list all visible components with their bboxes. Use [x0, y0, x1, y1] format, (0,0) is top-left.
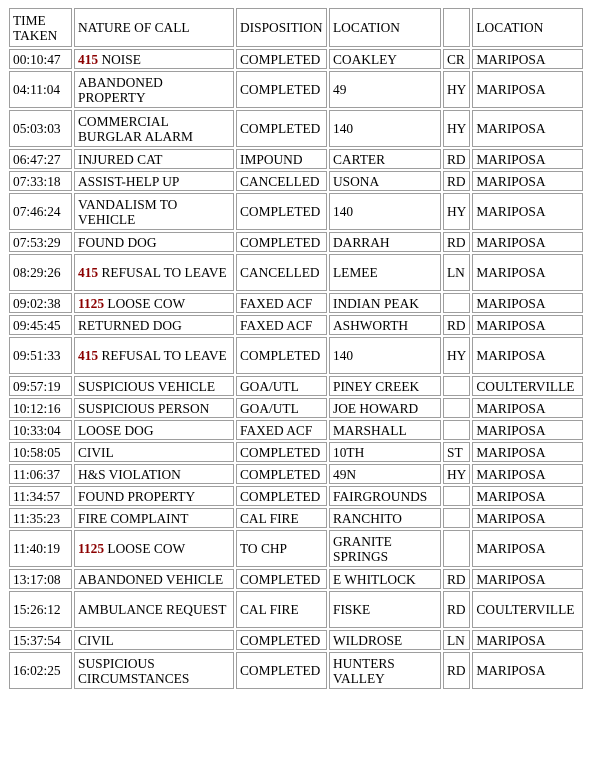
cell-time: 10:12:16 — [9, 398, 72, 418]
table-row — [9, 49, 583, 69]
cell-time: 07:46:24 — [9, 193, 72, 230]
table-row — [9, 591, 583, 628]
cell-nature — [74, 442, 234, 462]
cell-city: MARIPOSA — [472, 49, 583, 69]
cell-time: 15:37:54 — [9, 630, 72, 650]
table-row — [9, 652, 583, 689]
table-row — [9, 486, 583, 506]
cell-suffix: RD — [443, 315, 470, 335]
cell-location: 140 — [329, 337, 441, 374]
cell-city: MARIPOSA — [472, 254, 583, 291]
cell-nature — [74, 591, 234, 628]
call-nature: LOOSE COW — [107, 295, 186, 311]
cell-nature — [74, 110, 234, 147]
cell-time: 07:33:18 — [9, 171, 72, 191]
call-code: 415 — [78, 51, 99, 67]
cell-time: 09:45:45 — [9, 315, 72, 335]
call-nature: FOUND DOG — [78, 234, 157, 250]
call-nature: REFUSAL TO LEAVE — [101, 265, 227, 281]
cell-disposition: COMPLETED — [236, 569, 327, 589]
cell-disposition: FAXED ACF — [236, 315, 327, 335]
cell-location: GRANITE SPRINGS — [329, 530, 441, 567]
header-disposition: DISPOSITION — [236, 8, 327, 47]
cell-time: 11:34:57 — [9, 486, 72, 506]
call-nature: VANDALISM TO VEHICLE — [78, 196, 178, 227]
cell-time: 05:03:03 — [9, 110, 72, 147]
cell-city: MARIPOSA — [472, 171, 583, 191]
cell-time: 09:57:19 — [9, 376, 72, 396]
cell-time: 11:40:19 — [9, 530, 72, 567]
cell-location: PINEY CREEK — [329, 376, 441, 396]
cell-city: MARIPOSA — [472, 508, 583, 528]
cell-location: COAKLEY — [329, 49, 441, 69]
cell-suffix: ST — [443, 442, 470, 462]
cell-city: MARIPOSA — [472, 652, 583, 689]
table-row — [9, 254, 583, 291]
table-row — [9, 193, 583, 230]
cell-disposition: FAXED ACF — [236, 420, 327, 440]
cell-location: E WHITLOCK — [329, 569, 441, 589]
cell-disposition: COMPLETED — [236, 110, 327, 147]
cell-disposition: COMPLETED — [236, 464, 327, 484]
cell-location: FAIRGROUNDS — [329, 486, 441, 506]
cell-time: 06:47:27 — [9, 149, 72, 169]
cell-city: MARIPOSA — [472, 149, 583, 169]
cell-city: MARIPOSA — [472, 442, 583, 462]
call-code: 415 — [78, 265, 99, 281]
cell-disposition: CANCELLED — [236, 171, 327, 191]
cell-suffix — [443, 530, 470, 567]
table-row — [9, 508, 583, 528]
table-row — [9, 232, 583, 252]
cell-suffix: LN — [443, 254, 470, 291]
cell-disposition: COMPLETED — [236, 652, 327, 689]
call-code: 415 — [78, 348, 99, 364]
cell-time: 16:02:25 — [9, 652, 72, 689]
cell-nature — [74, 630, 234, 650]
cell-suffix: RD — [443, 171, 470, 191]
table-row — [9, 530, 583, 567]
cell-time: 10:58:05 — [9, 442, 72, 462]
cell-location: 140 — [329, 193, 441, 230]
cell-city: MARIPOSA — [472, 337, 583, 374]
cell-city: MARIPOSA — [472, 530, 583, 567]
call-nature: AMBULANCE REQUEST — [78, 602, 227, 618]
cell-suffix: HY — [443, 71, 470, 108]
cell-suffix: HY — [443, 464, 470, 484]
call-nature: COMMERCIAL BURGLAR ALARM — [78, 113, 193, 144]
cell-city: COULTERVILLE — [472, 591, 583, 628]
cell-location: ASHWORTH — [329, 315, 441, 335]
cell-location: FISKE — [329, 591, 441, 628]
header-time-taken: TIME TAKEN — [9, 8, 72, 47]
header-suffix — [443, 8, 470, 47]
cell-time: 13:17:08 — [9, 569, 72, 589]
cell-nature — [74, 486, 234, 506]
call-nature: REFUSAL TO LEAVE — [101, 348, 227, 364]
call-code: 1125 — [78, 295, 105, 311]
cell-city: MARIPOSA — [472, 71, 583, 108]
cell-nature — [74, 569, 234, 589]
call-nature: ABANDONED PROPERTY — [78, 74, 163, 105]
cell-suffix: CR — [443, 49, 470, 69]
cell-nature — [74, 49, 234, 69]
cell-disposition: GOA/UTL — [236, 376, 327, 396]
table-row — [9, 464, 583, 484]
cell-city: MARIPOSA — [472, 486, 583, 506]
table-row — [9, 442, 583, 462]
call-nature: CIVIL — [78, 444, 114, 460]
cell-nature — [74, 315, 234, 335]
cell-nature — [74, 398, 234, 418]
call-nature: INJURED CAT — [78, 151, 163, 167]
cell-nature — [74, 71, 234, 108]
call-nature: ASSIST-HELP UP — [78, 173, 180, 189]
cell-suffix — [443, 508, 470, 528]
cell-suffix: RD — [443, 591, 470, 628]
table-row — [9, 420, 583, 440]
cell-city: MARIPOSA — [472, 420, 583, 440]
cell-location: USONA — [329, 171, 441, 191]
table-row — [9, 398, 583, 418]
cell-city: MARIPOSA — [472, 293, 583, 313]
cell-city: MARIPOSA — [472, 398, 583, 418]
cell-time: 08:29:26 — [9, 254, 72, 291]
cell-nature — [74, 420, 234, 440]
table-row — [9, 110, 583, 147]
cell-disposition: FAXED ACF — [236, 293, 327, 313]
cell-suffix: RD — [443, 569, 470, 589]
cell-nature — [74, 171, 234, 191]
cell-suffix — [443, 420, 470, 440]
cell-location: WILDROSE — [329, 630, 441, 650]
cell-disposition: COMPLETED — [236, 193, 327, 230]
cell-nature — [74, 149, 234, 169]
cell-suffix — [443, 376, 470, 396]
cell-disposition: CANCELLED — [236, 254, 327, 291]
cell-nature — [74, 337, 234, 374]
cell-disposition: COMPLETED — [236, 49, 327, 69]
header-row — [9, 8, 583, 47]
cell-location: DARRAH — [329, 232, 441, 252]
cell-suffix — [443, 486, 470, 506]
cell-location: LEMEE — [329, 254, 441, 291]
header-location-city: LOCATION — [472, 8, 583, 47]
cell-city: MARIPOSA — [472, 315, 583, 335]
cell-suffix: HY — [443, 337, 470, 374]
cell-suffix: RD — [443, 149, 470, 169]
table-row — [9, 171, 583, 191]
cell-disposition: GOA/UTL — [236, 398, 327, 418]
cell-city: MARIPOSA — [472, 110, 583, 147]
cell-suffix — [443, 398, 470, 418]
header-nature-of-call: NATURE OF CALL — [74, 8, 234, 47]
cell-disposition: TO CHP — [236, 530, 327, 567]
cell-nature — [74, 508, 234, 528]
call-log-table — [7, 6, 585, 691]
cell-disposition: COMPLETED — [236, 337, 327, 374]
cell-location: MARSHALL — [329, 420, 441, 440]
cell-location: INDIAN PEAK — [329, 293, 441, 313]
cell-time: 04:11:04 — [9, 71, 72, 108]
table-row — [9, 337, 583, 374]
table-row — [9, 315, 583, 335]
cell-time: 10:33:04 — [9, 420, 72, 440]
call-nature: LOOSE DOG — [78, 422, 154, 438]
cell-suffix: RD — [443, 232, 470, 252]
call-nature: NOISE — [101, 51, 141, 67]
cell-time: 11:06:37 — [9, 464, 72, 484]
cell-location: 49N — [329, 464, 441, 484]
cell-suffix: HY — [443, 193, 470, 230]
cell-location: 10TH — [329, 442, 441, 462]
cell-location: 49 — [329, 71, 441, 108]
cell-city: MARIPOSA — [472, 193, 583, 230]
call-nature: SUSPICIOUS CIRCUMSTANCES — [78, 655, 190, 686]
cell-suffix: LN — [443, 630, 470, 650]
cell-time: 07:53:29 — [9, 232, 72, 252]
cell-location: HUNTERS VALLEY — [329, 652, 441, 689]
cell-time: 09:51:33 — [9, 337, 72, 374]
cell-suffix: RD — [443, 652, 470, 689]
cell-nature — [74, 254, 234, 291]
table-row — [9, 569, 583, 589]
call-nature: H&S VIOLATION — [78, 466, 181, 482]
cell-nature — [74, 530, 234, 567]
call-nature: LOOSE COW — [107, 541, 186, 557]
call-code: 1125 — [78, 541, 105, 557]
call-nature: CIVIL — [78, 632, 114, 648]
cell-suffix — [443, 293, 470, 313]
cell-suffix: HY — [443, 110, 470, 147]
call-nature: ABANDONED VEHICLE — [78, 571, 224, 587]
call-nature: FOUND PROPERTY — [78, 488, 196, 504]
cell-time: 09:02:38 — [9, 293, 72, 313]
call-nature: SUSPICIOUS PERSON — [78, 400, 210, 416]
cell-nature — [74, 464, 234, 484]
cell-disposition: COMPLETED — [236, 442, 327, 462]
cell-location: CARTER — [329, 149, 441, 169]
cell-disposition: CAL FIRE — [236, 508, 327, 528]
cell-time: 00:10:47 — [9, 49, 72, 69]
cell-disposition: CAL FIRE — [236, 591, 327, 628]
cell-city: MARIPOSA — [472, 569, 583, 589]
table-row — [9, 630, 583, 650]
table-row — [9, 376, 583, 396]
cell-disposition: COMPLETED — [236, 71, 327, 108]
cell-time: 11:35:23 — [9, 508, 72, 528]
cell-location: JOE HOWARD — [329, 398, 441, 418]
cell-city: MARIPOSA — [472, 630, 583, 650]
cell-nature — [74, 652, 234, 689]
cell-disposition: IMPOUND — [236, 149, 327, 169]
cell-city: MARIPOSA — [472, 232, 583, 252]
table-row — [9, 293, 583, 313]
cell-nature — [74, 293, 234, 313]
call-nature: RETURNED DOG — [78, 317, 182, 333]
call-nature: SUSPICIOUS VEHICLE — [78, 378, 216, 394]
cell-nature — [74, 193, 234, 230]
table-row — [9, 149, 583, 169]
cell-nature — [74, 376, 234, 396]
cell-location: RANCHITO — [329, 508, 441, 528]
cell-disposition: COMPLETED — [236, 232, 327, 252]
header-location: LOCATION — [329, 8, 441, 47]
cell-city: COULTERVILLE — [472, 376, 583, 396]
cell-nature — [74, 232, 234, 252]
cell-disposition: COMPLETED — [236, 486, 327, 506]
call-nature: FIRE COMPLAINT — [78, 510, 189, 526]
cell-location: 140 — [329, 110, 441, 147]
table-row — [9, 71, 583, 108]
cell-time: 15:26:12 — [9, 591, 72, 628]
cell-disposition: COMPLETED — [236, 630, 327, 650]
cell-city: MARIPOSA — [472, 464, 583, 484]
